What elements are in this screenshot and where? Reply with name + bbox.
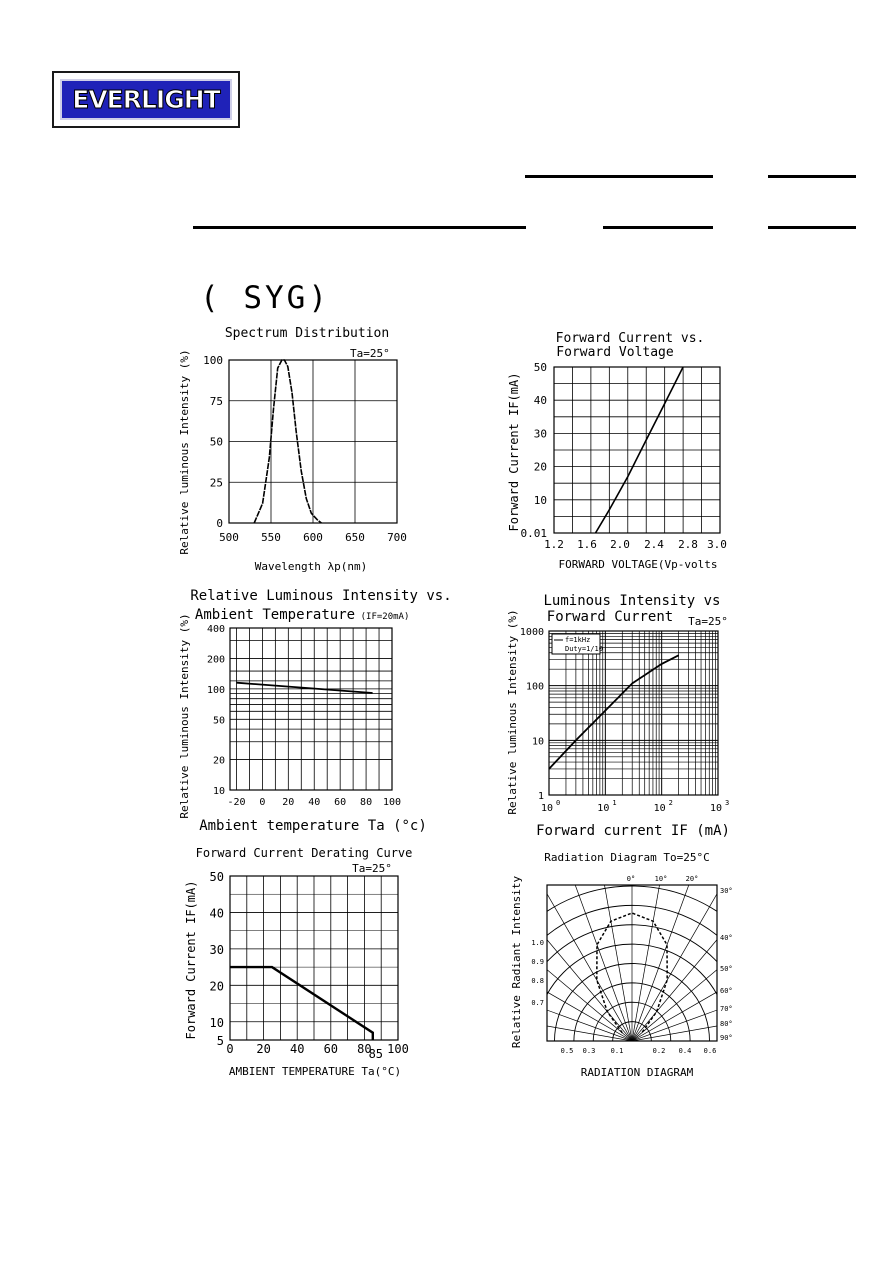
radiation-y-axis-label: Relative Radiant Intensity xyxy=(510,875,523,1049)
iv-subtitle: Forward Voltage xyxy=(556,345,674,360)
radiation-radial-label-left: 1.0 xyxy=(531,939,544,947)
derating-y-tick-label: 5 xyxy=(216,1034,224,1048)
temp-y-tick-label: 400 xyxy=(206,624,225,635)
temp-title: Relative Luminous Intensity vs. xyxy=(190,588,452,604)
spectrum-x-tick-label: 700 xyxy=(387,531,407,544)
iv-y-tick-label: 30 xyxy=(533,427,547,441)
ifiv-legend-line-1: f=1kHz xyxy=(565,636,591,644)
temp-x-tick-label: 0 xyxy=(259,797,266,808)
ifiv-x-tick-exponent: 3 xyxy=(725,799,730,807)
ifiv-y-tick-label: 10 xyxy=(531,736,544,748)
derating-x-axis-label: AMBIENT TEMPERATURE Ta(°C) xyxy=(228,1065,402,1078)
temp-y-tick-label: 100 xyxy=(206,684,225,696)
derating-y-tick-label: 50 xyxy=(209,870,224,884)
iv-y-tick-label: 50 xyxy=(533,361,547,374)
spectrum-title: Spectrum Distribution xyxy=(224,326,390,341)
iv-x-tick-label: 2.4 xyxy=(644,538,664,551)
derating-y-tick-label: 30 xyxy=(209,942,224,957)
spectrum-y-tick-label: 25 xyxy=(209,476,223,490)
temp-x-axis-label: Ambient temperature Ta (°c) xyxy=(199,818,427,834)
spectrum-y-axis-label: Relative luminous Intensity (%) xyxy=(178,349,191,555)
derating-x-tick-label: 20 xyxy=(256,1042,271,1056)
ifiv-x-tick-label: 10 xyxy=(709,803,723,814)
radiation-bottom-label: 0.4 xyxy=(678,1047,692,1055)
iv-x-tick-label: 2.8 xyxy=(678,538,698,551)
derating-y-tick-label: 20 xyxy=(209,979,224,994)
spectrum-x-tick-label: 550 xyxy=(261,531,281,544)
ifiv-plot-frame xyxy=(549,631,718,795)
temp-y-axis-label: Relative luminous Intensity (%) xyxy=(178,613,191,819)
temp-x-tick-label: 40 xyxy=(308,797,321,808)
radiation-angle-label-right: 80° xyxy=(720,1020,733,1028)
radiation-x-axis-label: RADIATION DIAGRAM xyxy=(580,1066,694,1079)
radiation-bottom-label: 0.5 xyxy=(560,1047,574,1055)
iv-y-axis-label: Forward Current IF(mA) xyxy=(507,372,521,532)
spectrum-x-tick-label: 500 xyxy=(219,531,239,544)
spectrum-x-tick-label: 650 xyxy=(345,531,365,544)
spectrum-annotation: Ta=25° xyxy=(350,347,390,360)
radiation-bottom-label: 0.2 xyxy=(652,1047,666,1055)
derating-x-tick-label: 40 xyxy=(289,1042,305,1056)
temp-x-tick-label: 100 xyxy=(382,797,402,808)
temp-curve xyxy=(237,683,373,693)
ifiv-x-tick-label: 10 xyxy=(653,803,666,814)
iv-y-tick-label: 20 xyxy=(533,460,547,474)
iv-y-tick-label: 10 xyxy=(533,493,547,507)
radiation-spoke xyxy=(632,887,816,1041)
derating-y-axis-label: Forward Current IF(mA) xyxy=(184,880,198,1040)
ifiv-x-tick-exponent: 0 xyxy=(556,799,561,807)
iv-y-tick-label: 0.01 xyxy=(520,527,547,540)
temp-subtitle: Ambient Temperature xyxy=(194,607,356,623)
derating-x-tick-label: 80 xyxy=(357,1042,372,1056)
ifiv-annotation: Ta=25° xyxy=(688,615,728,628)
radiation-title: Radiation Diagram To=25°C xyxy=(544,851,710,864)
ifiv-x-tick-exponent: 1 xyxy=(612,799,617,807)
radiation-angle-label-right: 50° xyxy=(720,965,733,973)
radiation-angle-label-right: 60° xyxy=(720,987,733,995)
derating-x-tick-label: 0 xyxy=(226,1042,234,1056)
derating-x-tick-label: 100 xyxy=(387,1042,409,1056)
derating-annotation: Ta=25° xyxy=(352,862,392,875)
ifiv-y-tick-label: 100 xyxy=(525,681,544,693)
temp-x-tick-label: 80 xyxy=(360,797,373,808)
radiation-angle-label-right: 70° xyxy=(720,1005,733,1013)
radiation-bottom-label: 0.3 xyxy=(582,1047,596,1055)
radiation-angle-label-right: 40° xyxy=(720,934,733,942)
radiation-angle-label-right: 90° xyxy=(720,1034,733,1042)
ifiv-x-tick-exponent: 2 xyxy=(668,799,673,807)
ifiv-legend-line-2: Duty=1/10 xyxy=(565,645,603,653)
ifiv-x-tick-label: 10 xyxy=(540,803,554,814)
ifiv-x-axis-label: Forward current IF (mA) xyxy=(536,823,730,839)
radiation-radial-label-left: 0.9 xyxy=(531,958,544,966)
iv-x-tick-label: 1.6 xyxy=(577,538,597,551)
temp-y-tick-label: 200 xyxy=(206,654,225,666)
radiation-radial-label-left: 0.8 xyxy=(531,977,544,985)
spectrum-y-tick-label: 100 xyxy=(203,354,223,367)
temp-x-tick-label: -20 xyxy=(227,797,246,808)
ifiv-y-tick-label: 1 xyxy=(537,791,544,802)
radiation-bottom-label: 0.6 xyxy=(703,1047,717,1055)
derating-x-extra-tick: 85 xyxy=(368,1047,384,1061)
temp-y-tick-label: 20 xyxy=(212,755,225,767)
iv-x-tick-label: 1.2 xyxy=(544,538,564,551)
temp-x-tick-label: 20 xyxy=(282,797,295,808)
temp-y-tick-label: 50 xyxy=(212,715,225,727)
iv-x-axis-label: FORWARD VOLTAGE(Vp-volts xyxy=(558,558,718,571)
derating-y-tick-label: 40 xyxy=(209,906,224,921)
radiation-radial-label-left: 0.7 xyxy=(531,999,544,1007)
ifiv-y-axis-label: Relative luminous Intensity (%) xyxy=(506,609,519,815)
temp-x-tick-label: 60 xyxy=(334,797,347,808)
temp-annotation: (IF=20mA) xyxy=(360,612,410,622)
spectrum-y-tick-label: 75 xyxy=(209,394,223,408)
radiation-angle-label-top: 0° xyxy=(626,875,636,883)
derating-title: Forward Current Derating Curve xyxy=(195,846,413,860)
derating-y-tick-label: 10 xyxy=(209,1015,224,1030)
ifiv-x-tick-label: 10 xyxy=(597,803,610,814)
radiation-angle-label-top: 20° xyxy=(685,875,699,883)
radiation-bottom-label: 0.1 xyxy=(610,1047,624,1055)
spectrum-x-axis-label: Wavelength λp(nm) xyxy=(254,560,368,573)
spectrum-x-tick-label: 600 xyxy=(303,531,323,544)
radiation-angle-label-top: 10° xyxy=(654,875,668,883)
iv-y-tick-label: 40 xyxy=(533,394,547,408)
spectrum-y-tick-label: 50 xyxy=(209,435,223,449)
ifiv-y-tick-label: 1000 xyxy=(519,627,544,638)
logo-text: EVERLIGHT xyxy=(72,85,220,114)
iv-title: Forward Current vs. xyxy=(555,331,705,346)
derating-x-tick-label: 60 xyxy=(323,1042,339,1056)
ifiv-title: Luminous Intensity vs xyxy=(543,593,721,609)
temp-y-tick-label: 10 xyxy=(212,786,225,797)
temp-plot-frame xyxy=(230,628,392,790)
radiation-angle-label-right: 30° xyxy=(720,887,733,895)
spectrum-y-tick-label: 0 xyxy=(216,517,223,530)
iv-x-tick-label: 3.0 xyxy=(707,538,727,551)
ifiv-subtitle: Forward Current xyxy=(546,609,674,625)
variant-label: ( SYG) xyxy=(200,280,330,316)
iv-x-tick-label: 2.0 xyxy=(610,538,630,551)
